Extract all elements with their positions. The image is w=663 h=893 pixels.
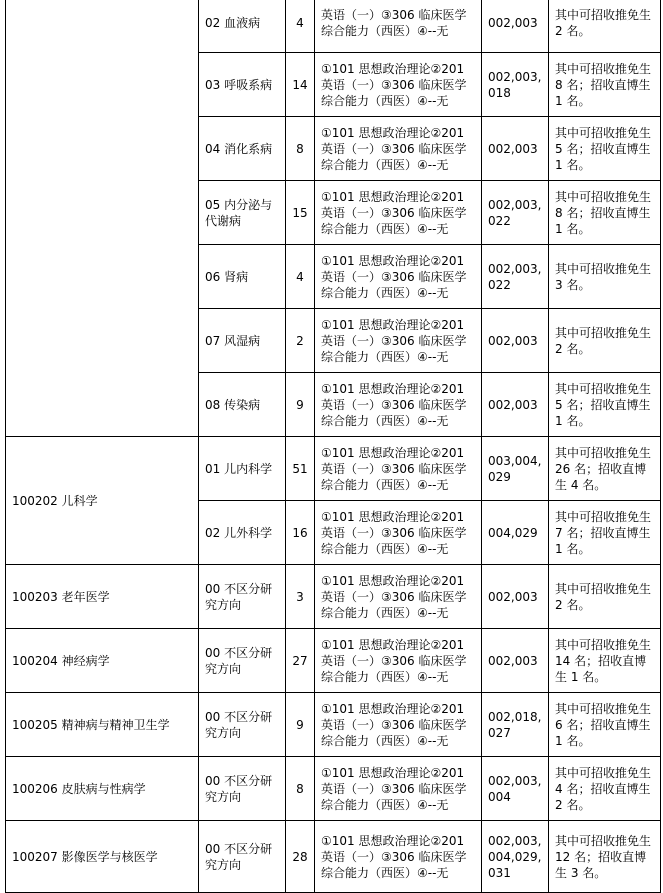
note-cell: 其中可招收推免生 7 名；招收直博生 1 名。 [549,501,661,565]
reference-codes-cell: 003,004,029 [482,437,549,501]
reference-codes-cell: 002,003 [482,117,549,181]
major-cell: 100205 精神病与精神卫生学 [6,693,199,757]
note-cell: 其中可招收推免生 2 名。 [549,309,661,373]
direction-cell: 00 不区分研究方向 [199,757,286,821]
table-row [6,437,661,501]
major-cell: 100202 儿科学 [6,437,199,565]
reference-codes-cell: 002,003,004,029,031 [482,821,549,893]
note-cell: 其中可招收推免生 26 名；招收直博生 4 名。 [549,437,661,501]
exam-subjects-cell: ①101 思想政治理论②201 英语（一）③306 临床医学综合能力（西医）④--无 [315,309,482,373]
note-cell: 其中可招收推免生 8 名；招收直博生 1 名。 [549,53,661,117]
reference-codes-cell: 002,003 [482,373,549,437]
reference-codes-cell: 002,003,018 [482,53,549,117]
reference-codes-cell: 002,003 [482,565,549,629]
reference-codes-cell: 004,029 [482,501,549,565]
reference-codes-cell: 002,003 [482,0,549,53]
exam-subjects-cell: ①101 思想政治理论②201 英语（一）③306 临床医学综合能力（西医）④--无 [315,53,482,117]
enrollment-table-page [5,0,661,893]
enrollment-count-cell: 3 [286,565,315,629]
reference-codes-cell: 002,018,027 [482,693,549,757]
table-row [6,757,661,821]
note-cell: 其中可招收推免生 3 名。 [549,245,661,309]
enrollment-count-cell: 27 [286,629,315,693]
reference-codes-cell: 002,003,022 [482,245,549,309]
table-body [6,0,661,893]
table-row [6,629,661,693]
direction-cell: 07 风湿病 [199,309,286,373]
note-cell: 其中可招收推免生 6 名；招收直博生 1 名。 [549,693,661,757]
enrollment-count-cell: 16 [286,501,315,565]
direction-cell: 00 不区分研究方向 [199,821,286,893]
direction-cell: 02 血液病 [199,0,286,53]
major-cell: 100204 神经病学 [6,629,199,693]
major-cell: 100206 皮肤病与性病学 [6,757,199,821]
exam-subjects-cell: ①101 思想政治理论②201 英语（一）③306 临床医学综合能力（西医）④--无 [315,629,482,693]
enrollment-count-cell: 28 [286,821,315,893]
exam-subjects-cell: 英语（一）③306 临床医学综合能力（西医）④--无 [315,0,482,53]
note-cell: 其中可招收推免生 14 名；招收直博生 1 名。 [549,629,661,693]
note-cell: 其中可招收推免生 5 名；招收直博生 1 名。 [549,117,661,181]
direction-cell: 06 肾病 [199,245,286,309]
note-cell: 其中可招收推免生 2 名。 [549,565,661,629]
reference-codes-cell: 002,003,004 [482,757,549,821]
enrollment-count-cell: 14 [286,53,315,117]
enrollment-count-cell: 4 [286,0,315,53]
direction-cell: 02 儿外科学 [199,501,286,565]
exam-subjects-cell: ①101 思想政治理论②201 英语（一）③306 临床医学综合能力（西医）④--无 [315,245,482,309]
table-row [6,565,661,629]
direction-cell: 01 儿内科学 [199,437,286,501]
direction-cell: 05 内分泌与代谢病 [199,181,286,245]
enrollment-count-cell: 9 [286,373,315,437]
major-cell: 100207 影像医学与核医学 [6,821,199,893]
reference-codes-cell: 002,003,022 [482,181,549,245]
note-cell: 其中可招收推免生 2 名。 [549,0,661,53]
direction-cell: 00 不区分研究方向 [199,629,286,693]
note-cell: 其中可招收推免生 5 名；招收直博生 1 名。 [549,373,661,437]
direction-cell: 03 呼吸系病 [199,53,286,117]
reference-codes-cell: 002,003 [482,309,549,373]
enrollment-count-cell: 9 [286,693,315,757]
table-row [6,0,661,53]
major-cell [6,0,199,437]
exam-subjects-cell: ①101 思想政治理论②201 英语（一）③306 临床医学综合能力（西医）④--无 [315,117,482,181]
exam-subjects-cell: ①101 思想政治理论②201 英语（一）③306 临床医学综合能力（西医）④--无 [315,373,482,437]
exam-subjects-cell: ①101 思想政治理论②201 英语（一）③306 临床医学综合能力（西医）④--无 [315,501,482,565]
major-cell: 100203 老年医学 [6,565,199,629]
exam-subjects-cell: ①101 思想政治理论②201 英语（一）③306 临床医学综合能力（西医）④--无 [315,181,482,245]
enrollment-count-cell: 2 [286,309,315,373]
direction-cell: 04 消化系病 [199,117,286,181]
enrollment-count-cell: 8 [286,757,315,821]
direction-cell: 00 不区分研究方向 [199,693,286,757]
note-cell: 其中可招收推免生 12 名；招收直博生 3 名。 [549,821,661,893]
enrollment-count-cell: 15 [286,181,315,245]
note-cell: 其中可招收推免生 8 名；招收直博生 1 名。 [549,181,661,245]
table-row [6,821,661,893]
exam-subjects-cell: ①101 思想政治理论②201 英语（一）③306 临床医学综合能力（西医）④--无 [315,437,482,501]
exam-subjects-cell: ①101 思想政治理论②201 英语（一）③306 临床医学综合能力（西医）④--无 [315,565,482,629]
reference-codes-cell: 002,003 [482,629,549,693]
exam-subjects-cell: ①101 思想政治理论②201 英语（一）③306 临床医学综合能力（西医）④--无 [315,757,482,821]
exam-subjects-cell: ①101 思想政治理论②201 英语（一）③306 临床医学综合能力（西医）④--无 [315,693,482,757]
enrollment-count-cell: 4 [286,245,315,309]
direction-cell: 08 传染病 [199,373,286,437]
enrollment-count-cell: 8 [286,117,315,181]
table-row [6,693,661,757]
note-cell: 其中可招收推免生 4 名；招收直博生 2 名。 [549,757,661,821]
enrollment-count-cell: 51 [286,437,315,501]
enrollment-table [5,0,661,893]
exam-subjects-cell: ①101 思想政治理论②201 英语（一）③306 临床医学综合能力（西医）④--无 [315,821,482,893]
direction-cell: 00 不区分研究方向 [199,565,286,629]
